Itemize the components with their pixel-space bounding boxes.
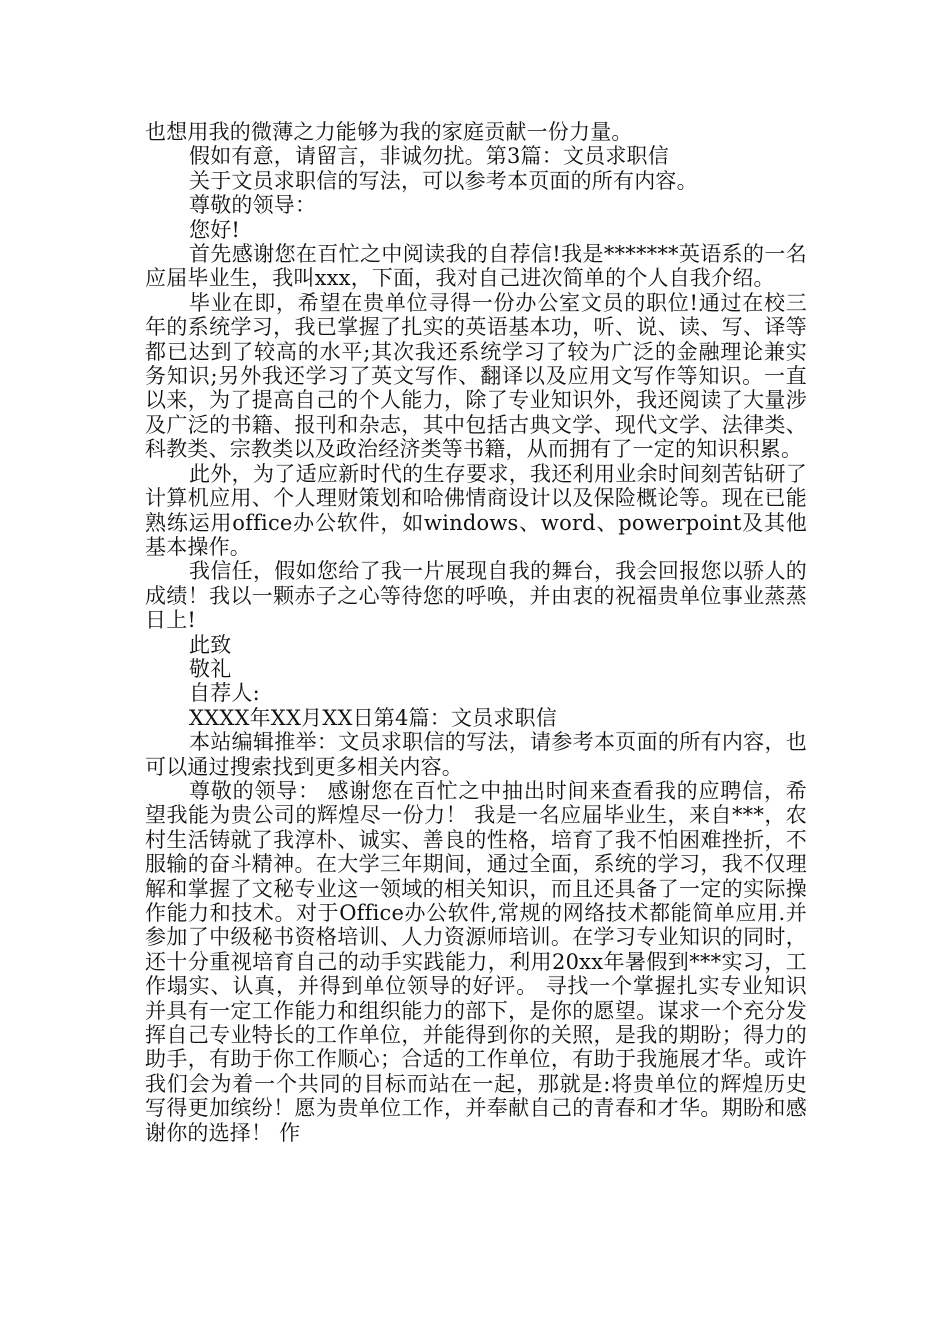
paragraph-self-introduction: 首先感谢您在百忙之中阅读我的自荐信!我是*******英语系的一名应届毕业生，我叫xxx，下面，我对自己进次简单的个人自我介绍。 xyxy=(145,242,807,291)
document-body xyxy=(145,120,807,1145)
closing-phrase-1: 此致 xyxy=(189,632,232,657)
paragraph-intro-note: 关于文员求职信的写法，可以参考本页面的所有内容。 xyxy=(189,168,698,193)
signature-line: 自荐人: xyxy=(189,681,260,706)
paragraph-letter-body: 尊敬的领导： 感谢您在百忙之中抽出时间来查看我的应聘信，希望我能为贵公司的辉煌尽一份力！ 我是一名应届毕业生，来自***，农村生活铸就了我淳朴、诚实、善良的性格，培育了我不怕困难挫折，不服输的奋斗精神。在大学三年期间，通过全面，系统的学习，我不仅理解和掌握了文秘专业这一领域的相关知识，而且还具备了一定的实际操作能力和技术。对于Office办公软件,常规的网络技术都能简单应用.并参加了中级秘书资格培训、人力资源师培训。在学习专业知识的同时，还十分重视培育自己的动手实践能力，利用20xx年暑假到***实习，工作塌实、认真，并得到单位领导的好评。 寻找一个掌握扎实专业知识并具有一定工作能力和组织能力的部下，是你的愿望。谋求一个充分发挥自己专业特长的工作单位，并能得到你的关照，是我的期盼；得力的助手，有助于你工作顺心；合适的工作单位，有助于我施展才华。或许我们会为着一个共同的目标而站在一起，那就是:将贵单位的辉煌历史写得更加缤纷！愿为贵单位工作，并奉献自己的青春和才华。期盼和感谢你的选择！ 作 xyxy=(145,778,807,1145)
paragraph-skills: 此外，为了适应新时代的生存要求，我还利用业余时间刻苦钻研了计算机应用、个人理财策划和哈佛情商设计以及保险概论等。现在已能熟练运用office办公软件，如windows、word、powerpoint及其他基本操作。 xyxy=(145,461,807,559)
greeting: 您好! xyxy=(189,217,241,242)
paragraph-closing-wish: 我信任，假如您给了我一片展现自我的舞台，我会回报您以骄人的成绩！我以一颗赤子之心等待您的呼唤，并由衷的祝福贵单位事业蒸蒸日上! xyxy=(145,559,807,633)
salutation: 尊敬的领导： xyxy=(189,193,317,218)
paragraph-qualifications: 毕业在即，希望在贵单位寻得一份办公室文员的职位!通过在校三年的系统学习，我已掌握了扎实的英语基本功，听、说、读、写、译等都已达到了较高的水平;其次我还系统学习了较为广泛的金融理论兼实务知识;另外我还学习了英文写作、翻译以及应用文写作等知识。一直以来，为了提高自己的个人能力，除了专业知识外，我还阅读了大量涉及广泛的书籍、报刊和杂志，其中包括古典文学、现代文学、法律类、科教类、宗教类以及政治经济类等书籍，从而拥有了一定的知识积累。 xyxy=(145,290,807,462)
paragraph-editor-note: 本站编辑推举：文员求职信的写法，请参考本页面的所有内容，也可以通过搜索找到更多相关内容。 xyxy=(145,730,807,779)
paragraph-closing-note: 假如有意，请留言，非诚勿扰。第3篇：文员求职信 xyxy=(189,144,669,169)
paragraph-continuation: 也想用我的微薄之力能够为我的家庭贡献一份力量。 xyxy=(145,120,633,144)
closing-phrase-2: 敬礼 xyxy=(189,656,232,681)
date-and-section-title: XXXX年XX月XX日第4篇：文员求职信 xyxy=(189,705,557,730)
